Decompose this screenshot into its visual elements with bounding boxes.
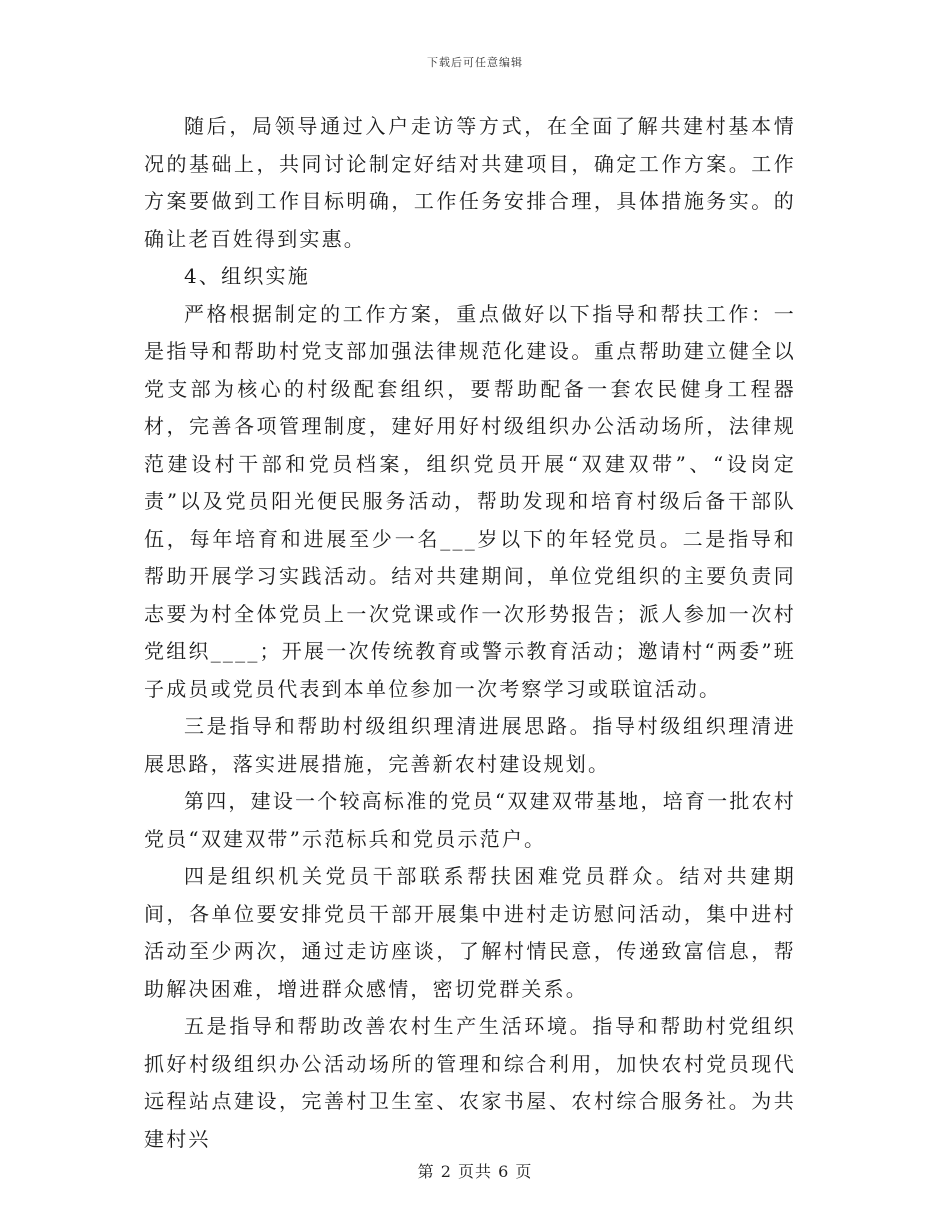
document-body <box>144 108 796 1158</box>
paragraph-1: 随后，局领导通过入户走访等方式，在全面了解共建村基本情况的基础上，共同讨论制定好结对共建项目，确定工作方案。工作方案要做到工作目标明确，工作任务安排合理，具体措施务实。的确让老百姓得到实惠。 <box>144 114 796 251</box>
paragraph-3: 三是指导和帮助村级组织理清进展思路。指导村级组织理清进展思路，落实进展措施，完善新农村建设规划。 <box>144 714 796 776</box>
section-heading: 4、组织实施 <box>184 264 310 288</box>
page-header: 下载后可任意编辑 <box>427 56 523 69</box>
paragraph-5: 四是组织机关党员干部联系帮扶困难党员群众。结对共建期间，各单位要安排党员干部开展集中进村走访慰问活动，集中进村活动至少两次，通过走访座谈，了解村情民意，传递致富信息，帮助解决困难，增进群众感情，密切党群关系。 <box>144 864 796 1001</box>
paragraph-2: 严格根据制定的工作方案，重点做好以下指导和帮扶工作：一是指导和帮助村党支部加强法律规范化建设。重点帮助建立健全以党支部为核心的村级配套组织，要帮助配备一套农民健身工程器材，完善各项管理制度，建好用好村级组织办公活动场所，法律规范建设村干部和党员档案，组织党员开展“双建双带”、“设岗定责”以及党员阳光便民服务活动，帮助发现和培育村级后备干部队伍，每年培育和进展至少一名___岁以下的年轻党员。二是指导和帮助开展学习实践活动。结对共建期间，单位党组织的主要负责同志要为村全体党员上一次党课或作一次形势报告；派人参加一次村党组织____；开展一次传统教育或警示教育活动；邀请村“两委”班子成员或党员代表到本单位参加一次考察学习或联谊活动。 <box>144 301 796 701</box>
paragraph-4: 第四，建设一个较高标准的党员“双建双带基地，培育一批农村党员“双建双带”示范标兵和党员示范户。 <box>144 789 796 851</box>
page-footer: 第 2 页共 6 页 <box>417 1162 533 1181</box>
paragraph-6: 五是指导和帮助改善农村生产生活环境。指导和帮助村党组织抓好村级组织办公活动场所的管理和综合利用，加快农村党员现代远程站点建设，完善村卫生室、农家书屋、农村综合服务社。为共建村兴 <box>144 1014 796 1151</box>
